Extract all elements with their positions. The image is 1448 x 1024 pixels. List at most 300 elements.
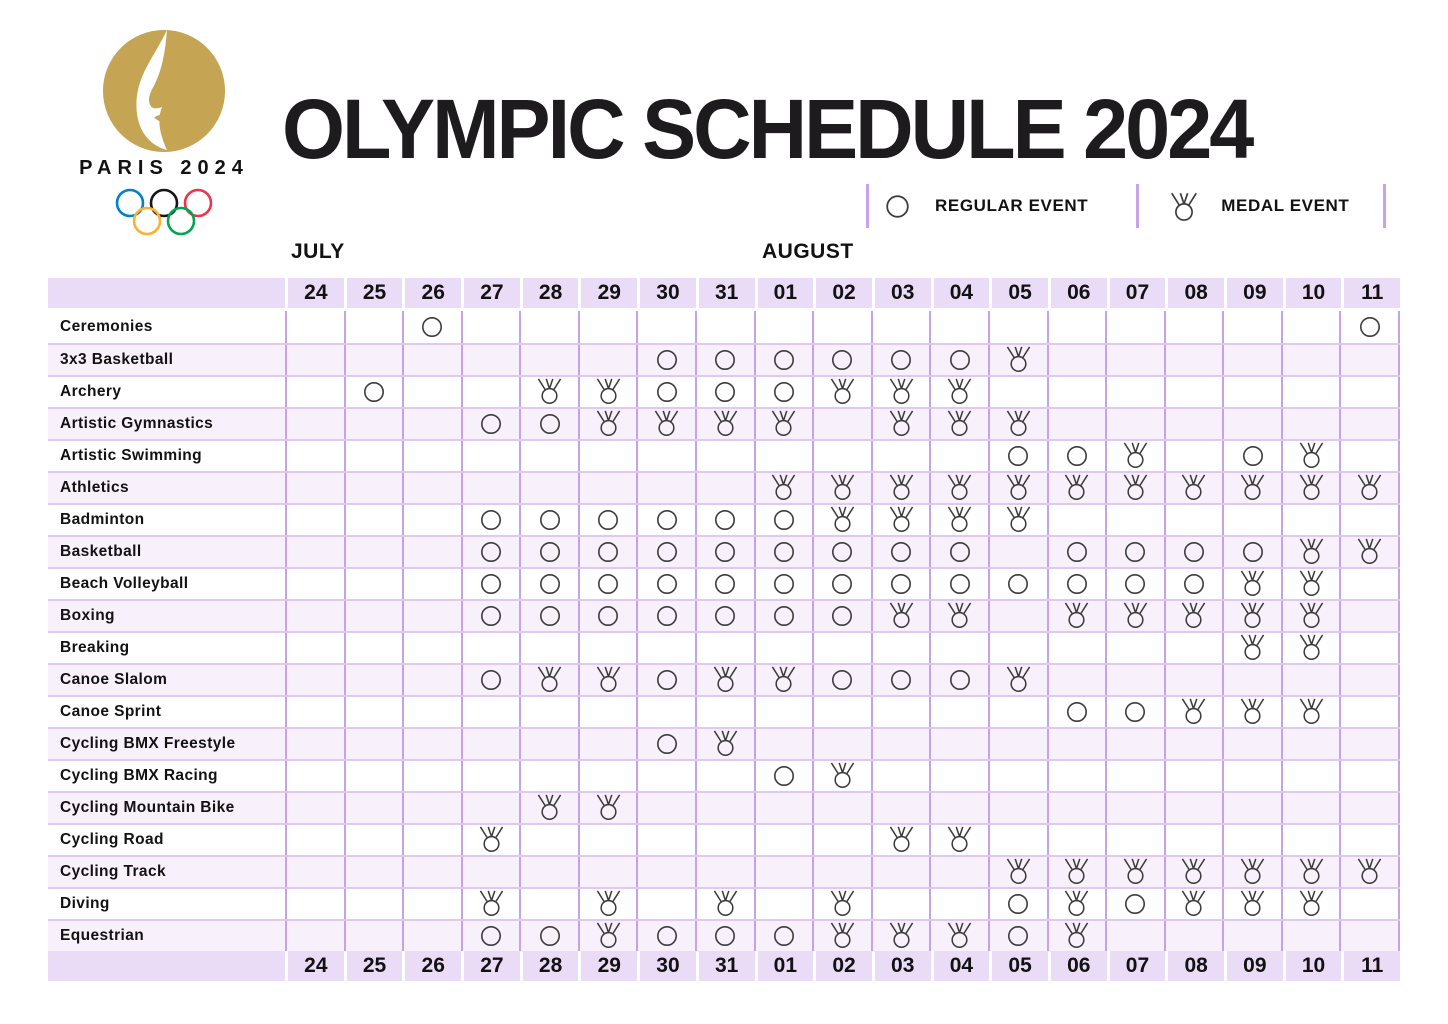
schedule-cell — [929, 505, 988, 535]
schedule-cell — [519, 505, 578, 535]
schedule-cell — [402, 665, 461, 695]
medal-event-icon — [1356, 856, 1383, 885]
event-label: Beach Volleyball — [60, 575, 189, 592]
schedule-cell — [344, 409, 403, 439]
schedule-cell — [1164, 409, 1223, 439]
schedule-cell — [344, 825, 403, 855]
schedule-cell — [344, 697, 403, 727]
medal-event-icon — [1298, 568, 1325, 597]
schedule-cell — [695, 921, 754, 951]
medal-event-icon — [946, 600, 973, 629]
schedule-cell — [285, 697, 344, 727]
schedule-cell — [695, 409, 754, 439]
schedule-cell — [344, 473, 403, 503]
schedule-cell — [988, 441, 1047, 471]
schedule-cell — [1047, 377, 1106, 407]
schedule-cell — [519, 921, 578, 951]
regular-event-icon — [421, 316, 443, 338]
schedule-cell — [519, 761, 578, 791]
table-row — [48, 535, 1400, 567]
schedule-cell — [461, 793, 520, 823]
schedule-cell — [636, 345, 695, 375]
schedule-cell — [344, 505, 403, 535]
schedule-cell — [578, 409, 637, 439]
schedule-cell — [285, 409, 344, 439]
schedule-cell — [578, 697, 637, 727]
table-row — [48, 599, 1400, 631]
schedule-cell — [929, 857, 988, 887]
regular-event-icon — [1007, 925, 1029, 947]
medal-event-icon — [1180, 856, 1207, 885]
schedule-cell — [1164, 729, 1223, 759]
date-header-cell: 24 — [285, 951, 344, 981]
schedule-cell — [754, 505, 813, 535]
schedule-cell — [1339, 697, 1400, 727]
regular-event-icon — [831, 541, 853, 563]
schedule-cell — [871, 601, 930, 631]
schedule-cell — [929, 697, 988, 727]
medal-event-icon — [595, 920, 622, 949]
schedule-cell — [695, 473, 754, 503]
regular-event-icon — [480, 605, 502, 627]
regular-event-icon — [831, 669, 853, 691]
schedule-cell — [402, 793, 461, 823]
schedule-cell — [812, 377, 871, 407]
schedule-cell — [812, 633, 871, 663]
schedule-cell — [344, 311, 403, 343]
legend — [866, 183, 1386, 229]
date-header-cell: 04 — [931, 951, 990, 981]
schedule-cell — [929, 889, 988, 919]
schedule-cell — [754, 601, 813, 631]
medal-event-icon — [946, 472, 973, 501]
schedule-cell — [1339, 569, 1400, 599]
regular-event-icon — [656, 733, 678, 755]
schedule-cell — [1339, 633, 1400, 663]
date-header-cell: 29 — [578, 278, 637, 308]
medal-event-icon — [1005, 408, 1032, 437]
schedule-cell — [695, 601, 754, 631]
schedule-cell — [461, 345, 520, 375]
regular-event-icon — [597, 509, 619, 531]
month-label-august: AUGUST — [762, 240, 854, 263]
schedule-cell — [988, 601, 1047, 631]
schedule-cell — [461, 665, 520, 695]
schedule-cell — [871, 473, 930, 503]
date-header-cell: 06 — [1048, 951, 1107, 981]
schedule-cell — [1281, 473, 1340, 503]
table-corner — [48, 951, 285, 981]
schedule-cell — [1339, 377, 1400, 407]
medal-event-icon — [478, 824, 505, 853]
medal-event-icon — [1298, 632, 1325, 661]
schedule-cell — [1164, 889, 1223, 919]
schedule-cell — [519, 633, 578, 663]
schedule-cell — [1105, 473, 1164, 503]
date-header-cell: 08 — [1165, 278, 1224, 308]
table-row — [48, 471, 1400, 503]
table-row — [48, 631, 1400, 663]
schedule-cell — [636, 441, 695, 471]
date-header-cell: 09 — [1224, 278, 1283, 308]
schedule-cell — [285, 825, 344, 855]
schedule-cell — [1164, 473, 1223, 503]
schedule-cell — [812, 857, 871, 887]
regular-event-icon — [949, 541, 971, 563]
medal-event-icon — [1169, 190, 1199, 222]
schedule-cell — [1164, 311, 1223, 343]
date-header-cell: 28 — [520, 951, 579, 981]
date-header-cell: 30 — [637, 951, 696, 981]
regular-event-icon — [656, 381, 678, 403]
medal-event-icon — [1239, 856, 1266, 885]
schedule-cell — [695, 793, 754, 823]
medal-event-icon — [536, 376, 563, 405]
schedule-cell — [988, 537, 1047, 567]
medal-event-icon — [888, 824, 915, 853]
schedule-cell — [1222, 311, 1281, 343]
schedule-cell — [929, 473, 988, 503]
schedule-cell — [344, 377, 403, 407]
schedule-cell — [871, 825, 930, 855]
schedule-cell — [519, 793, 578, 823]
schedule-cell — [285, 311, 344, 343]
schedule-cell — [402, 921, 461, 951]
date-header-cell: 31 — [696, 951, 755, 981]
schedule-cell — [578, 473, 637, 503]
medal-event-icon — [1239, 632, 1266, 661]
schedule-cell — [871, 633, 930, 663]
schedule-cell — [871, 377, 930, 407]
schedule-cell — [461, 473, 520, 503]
medal-event-icon — [653, 408, 680, 437]
medal-event-icon — [478, 888, 505, 917]
schedule-cell — [402, 537, 461, 567]
schedule-cell — [871, 697, 930, 727]
event-label: Ceremonies — [60, 318, 153, 335]
schedule-cell — [929, 921, 988, 951]
schedule-cell — [285, 505, 344, 535]
date-header-cell: 10 — [1283, 951, 1342, 981]
event-label: Breaking — [60, 639, 130, 656]
schedule-cell — [754, 857, 813, 887]
schedule-cell — [754, 441, 813, 471]
regular-event-icon — [949, 573, 971, 595]
medal-event-icon — [1122, 600, 1149, 629]
schedule-cell — [519, 889, 578, 919]
schedule-cell — [929, 825, 988, 855]
schedule-cell — [929, 633, 988, 663]
schedule-cell — [754, 473, 813, 503]
schedule-cell — [578, 761, 637, 791]
regular-event-icon — [714, 605, 736, 627]
schedule-cell — [1222, 441, 1281, 471]
event-label: 3x3 Basketball — [60, 351, 174, 368]
medal-event-icon — [1063, 600, 1090, 629]
schedule-cell — [578, 889, 637, 919]
schedule-cell — [754, 697, 813, 727]
schedule-cell — [1222, 569, 1281, 599]
medal-event-icon — [1239, 568, 1266, 597]
medal-event-icon — [1005, 344, 1032, 373]
event-label: Canoe Sprint — [60, 703, 162, 720]
month-label-july: JULY — [291, 240, 345, 263]
schedule-cell — [695, 441, 754, 471]
medal-event-icon — [1180, 600, 1207, 629]
regular-event-icon — [480, 925, 502, 947]
schedule-cell — [519, 857, 578, 887]
schedule-cell — [1047, 601, 1106, 631]
schedule-cell — [695, 505, 754, 535]
regular-event-icon — [949, 669, 971, 691]
schedule-cell — [1105, 377, 1164, 407]
medal-event-icon — [770, 664, 797, 693]
medal-event-icon — [888, 472, 915, 501]
schedule-cell — [578, 377, 637, 407]
schedule-cell — [1047, 473, 1106, 503]
schedule-cell — [812, 537, 871, 567]
schedule-cell — [812, 761, 871, 791]
schedule-cell — [1047, 311, 1106, 343]
schedule-cell — [1164, 857, 1223, 887]
schedule-cell — [1105, 409, 1164, 439]
schedule-cell — [812, 921, 871, 951]
schedule-cell — [988, 633, 1047, 663]
schedule-cell — [1222, 921, 1281, 951]
schedule-cell — [344, 601, 403, 631]
schedule-cell — [402, 633, 461, 663]
date-header-cell: 02 — [813, 278, 872, 308]
event-label: Equestrian — [60, 927, 145, 944]
regular-event-icon — [773, 509, 795, 531]
regular-event-icon — [363, 381, 385, 403]
medal-event-icon — [1063, 888, 1090, 917]
schedule-cell — [1281, 345, 1340, 375]
flame-emblem-icon — [95, 26, 233, 154]
schedule-cell — [285, 537, 344, 567]
schedule-cell — [1339, 311, 1400, 343]
date-header-cell: 27 — [461, 951, 520, 981]
schedule-cell — [402, 697, 461, 727]
date-header-cell: 01 — [755, 278, 814, 308]
schedule-cell — [812, 825, 871, 855]
medal-event-icon — [595, 888, 622, 917]
medal-event-icon — [712, 664, 739, 693]
schedule-cell — [1222, 729, 1281, 759]
schedule-cell — [929, 569, 988, 599]
schedule-cell — [695, 311, 754, 343]
schedule-cell — [988, 921, 1047, 951]
schedule-cell — [1105, 569, 1164, 599]
schedule-cell — [871, 761, 930, 791]
schedule-cell — [402, 569, 461, 599]
schedule-cell — [344, 665, 403, 695]
table-row — [48, 343, 1400, 375]
medal-event-icon — [536, 664, 563, 693]
schedule-cell — [461, 921, 520, 951]
schedule-cell — [1281, 311, 1340, 343]
medal-event-icon — [1239, 696, 1266, 725]
schedule-cell — [988, 377, 1047, 407]
schedule-cell — [988, 345, 1047, 375]
regular-event-icon — [597, 541, 619, 563]
schedule-cell — [519, 601, 578, 631]
schedule-cell — [461, 825, 520, 855]
schedule-cell — [1105, 761, 1164, 791]
schedule-cell — [344, 793, 403, 823]
regular-event-icon — [714, 541, 736, 563]
schedule-cell — [1164, 665, 1223, 695]
schedule-cell — [871, 537, 930, 567]
table-row — [48, 375, 1400, 407]
schedule-cell — [285, 441, 344, 471]
schedule-cell — [636, 729, 695, 759]
medal-event-icon — [1239, 600, 1266, 629]
schedule-cell — [461, 441, 520, 471]
schedule-cell — [578, 569, 637, 599]
regular-event-icon — [714, 925, 736, 947]
regular-event-icon — [1066, 573, 1088, 595]
regular-event-icon — [597, 573, 619, 595]
schedule-cell — [1281, 729, 1340, 759]
schedule-cell — [636, 793, 695, 823]
regular-event-icon — [480, 541, 502, 563]
table-row — [48, 311, 1400, 343]
schedule-cell — [1281, 889, 1340, 919]
schedule-cell — [988, 761, 1047, 791]
medal-event-icon — [946, 824, 973, 853]
schedule-cell — [344, 537, 403, 567]
regular-event-icon — [773, 349, 795, 371]
schedule-cell — [1281, 505, 1340, 535]
schedule-cell — [1047, 409, 1106, 439]
schedule-cell — [578, 505, 637, 535]
schedule-cell — [988, 729, 1047, 759]
schedule-cell — [1281, 569, 1340, 599]
event-label: Badminton — [60, 511, 145, 528]
schedule-cell — [754, 825, 813, 855]
schedule-cell — [695, 537, 754, 567]
schedule-cell — [929, 311, 988, 343]
schedule-cell — [988, 505, 1047, 535]
schedule-cell — [754, 345, 813, 375]
event-label: Canoe Slalom — [60, 671, 168, 688]
schedule-cell — [344, 857, 403, 887]
schedule-cell — [344, 729, 403, 759]
schedule-cell — [695, 569, 754, 599]
schedule-cell — [1222, 345, 1281, 375]
regular-event-icon — [539, 573, 561, 595]
schedule-cell — [578, 793, 637, 823]
event-label: Archery — [60, 383, 122, 400]
schedule-cell — [812, 601, 871, 631]
regular-event-icon — [539, 541, 561, 563]
schedule-cell — [1222, 537, 1281, 567]
schedule-cell — [988, 793, 1047, 823]
schedule-cell — [1281, 537, 1340, 567]
schedule-cell — [929, 729, 988, 759]
schedule-cell — [461, 761, 520, 791]
schedule-cell — [988, 409, 1047, 439]
schedule-cell — [929, 441, 988, 471]
schedule-cell — [695, 377, 754, 407]
legend-divider — [1383, 184, 1386, 228]
medal-event-icon — [712, 888, 739, 917]
schedule-cell — [1222, 409, 1281, 439]
schedule-cell — [1339, 761, 1400, 791]
medal-event-icon — [770, 408, 797, 437]
table-row — [48, 439, 1400, 471]
schedule-cell — [1281, 761, 1340, 791]
schedule-cell — [929, 345, 988, 375]
regular-event-icon — [773, 541, 795, 563]
regular-event-icon — [656, 509, 678, 531]
date-header-cell: 08 — [1165, 951, 1224, 981]
medal-event-icon — [1180, 472, 1207, 501]
schedule-table — [48, 278, 1400, 981]
schedule-cell — [285, 921, 344, 951]
schedule-cell — [1339, 601, 1400, 631]
schedule-cell — [578, 825, 637, 855]
schedule-cell — [929, 537, 988, 567]
schedule-cell — [1281, 409, 1340, 439]
regular-event-icon — [1242, 445, 1264, 467]
schedule-cell — [1222, 633, 1281, 663]
schedule-cell — [1105, 793, 1164, 823]
event-label: Cycling BMX Racing — [60, 767, 218, 784]
regular-event-icon — [656, 573, 678, 595]
table-row — [48, 855, 1400, 887]
schedule-cell — [1281, 825, 1340, 855]
regular-event-icon — [1242, 541, 1264, 563]
schedule-cell — [636, 473, 695, 503]
schedule-cell — [1047, 825, 1106, 855]
schedule-cell — [1281, 601, 1340, 631]
schedule-cell — [1105, 665, 1164, 695]
medal-event-icon — [888, 376, 915, 405]
schedule-cell — [929, 409, 988, 439]
medal-event-icon — [829, 888, 856, 917]
schedule-cell — [871, 409, 930, 439]
schedule-cell — [812, 569, 871, 599]
regular-event-icon — [656, 541, 678, 563]
schedule-cell — [636, 311, 695, 343]
schedule-cell — [402, 409, 461, 439]
schedule-cell — [812, 311, 871, 343]
schedule-cell — [519, 473, 578, 503]
schedule-cell — [1047, 921, 1106, 951]
schedule-cell — [988, 311, 1047, 343]
schedule-cell — [1281, 921, 1340, 951]
schedule-cell — [344, 889, 403, 919]
schedule-cell — [578, 729, 637, 759]
regular-event-icon — [773, 573, 795, 595]
schedule-cell — [695, 729, 754, 759]
schedule-cell — [285, 569, 344, 599]
schedule-cell — [402, 311, 461, 343]
schedule-cell — [1047, 633, 1106, 663]
schedule-cell — [1105, 537, 1164, 567]
schedule-cell — [695, 697, 754, 727]
schedule-cell — [461, 601, 520, 631]
schedule-cell — [754, 729, 813, 759]
regular-event-icon — [1124, 893, 1146, 915]
regular-event-icon — [1183, 573, 1205, 595]
regular-event-icon — [773, 381, 795, 403]
schedule-cell — [1047, 793, 1106, 823]
schedule-cell — [285, 633, 344, 663]
date-header-cell: 05 — [989, 278, 1048, 308]
